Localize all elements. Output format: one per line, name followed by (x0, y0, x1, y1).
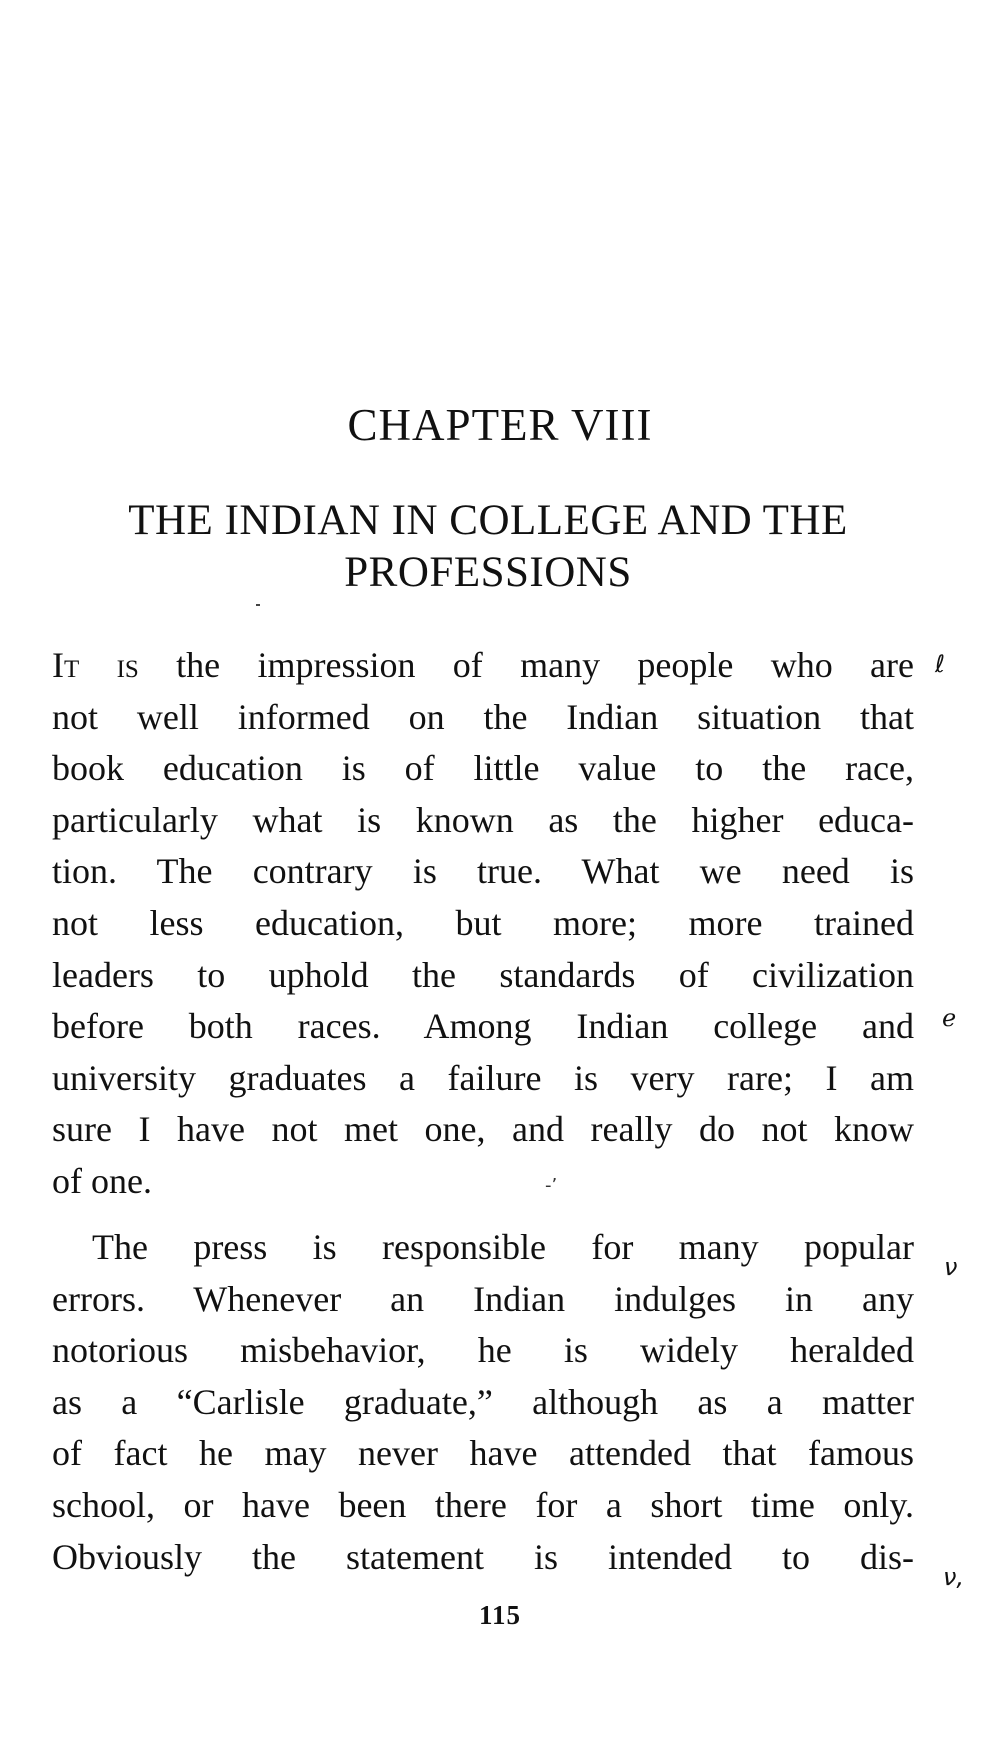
paragraph-line: particularly what is known as the higher educa- (52, 799, 914, 840)
paragraph-line: university graduates a failure is very rare; I am (52, 1057, 914, 1098)
chapter-title-line-2: PROFESSIONS (344, 549, 632, 596)
paragraph-line: tion. The contrary is true. What we need is (52, 851, 914, 892)
margin-tick-mark: ℯ (942, 1004, 957, 1032)
paragraph-line: book education is of little value to the race, (52, 748, 914, 789)
margin-tick-mark: ν, (943, 1563, 965, 1591)
paragraph-line: Obviously the statement is intended to dis- (52, 1536, 914, 1577)
paragraph-line: It is the impression of many people who are (52, 645, 914, 685)
page-number: 115 (478, 1600, 521, 1630)
margin-tick-mark: ℓ (935, 650, 945, 678)
paragraph-line: before both races. Among Indian college and (52, 1006, 914, 1047)
stray-pencil-mark: -’ (545, 1175, 558, 1196)
margin-tick-mark: ν (944, 1253, 958, 1281)
paragraph-line: errors. Whenever an Indian indulges in any (52, 1278, 914, 1319)
paragraph-line: of fact he may never have attended that famous (52, 1433, 914, 1474)
paragraph-line: The press is responsible for many popular (92, 1227, 914, 1267)
paragraph-line: not less education, but more; more trained (52, 902, 914, 943)
paragraph-1 (52, 640, 914, 1208)
paragraph-2 (52, 1222, 914, 1583)
paragraph-line: as a “Carlisle graduate,” although as a matter (52, 1381, 914, 1422)
chapter-title-line-1: THE INDIAN IN COLLEGE AND THE (128, 497, 848, 544)
paragraph-line: of one. (52, 1160, 152, 1201)
paragraph-line: notorious misbehavior, he is widely heralded (52, 1330, 914, 1371)
chapter-title (52, 495, 924, 599)
chapter-number: CHAPTER VIII (347, 400, 653, 450)
paragraph-line: school, or have been there for a short time only. (52, 1484, 914, 1525)
paragraph-lead-small-caps: It is (52, 645, 139, 685)
paragraph-line: sure I have not met one, and really do not know (52, 1109, 914, 1150)
ink-speck (256, 604, 260, 606)
paragraph-line: not well informed on the Indian situation that (52, 696, 914, 737)
paragraph-line: leaders to uphold the standards of civilization (52, 954, 914, 995)
